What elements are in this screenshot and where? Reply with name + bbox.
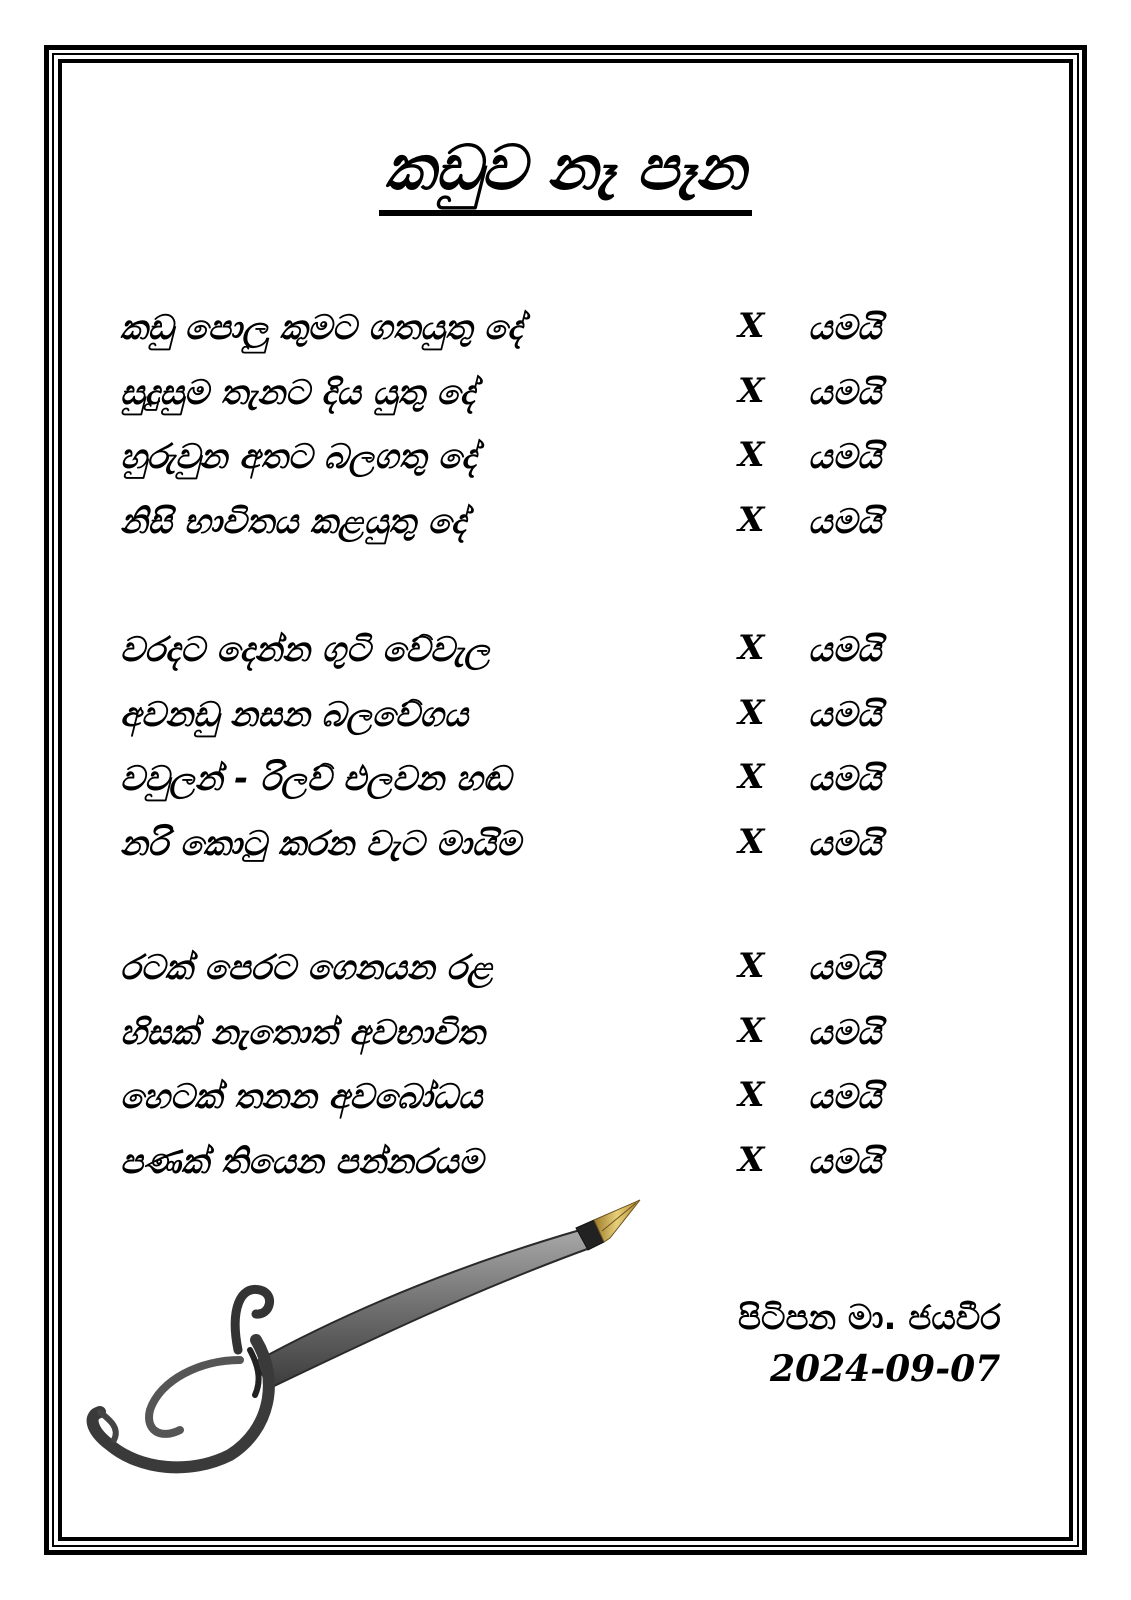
cross-mark: X xyxy=(738,1075,765,1115)
cross-mark: X xyxy=(738,1139,765,1180)
cross-mark: X xyxy=(738,821,765,862)
line-text: වවුලන් - රිලව් එලවන හඬ xyxy=(120,759,511,799)
poem-line xyxy=(120,365,920,430)
sword-pen-icon xyxy=(80,1190,660,1490)
author-name: පිටිපන මා. ජයවීර xyxy=(738,1298,1001,1338)
line-text: පණක් තියෙන පන්නරයම xyxy=(120,1141,483,1182)
stanza-2 xyxy=(120,622,920,880)
line-answer: යමයි xyxy=(808,694,882,735)
poem-line xyxy=(120,300,920,365)
line-answer: යමයි xyxy=(808,948,882,988)
cross-mark: X xyxy=(738,628,765,668)
line-text: අවනඩු නසන බලවේගය xyxy=(120,694,469,735)
poem-line xyxy=(120,494,920,559)
date: 2024-09-07 xyxy=(770,1348,1001,1390)
line-text: හුරුවුන අතට බලගතු දේ xyxy=(120,437,477,477)
line-text: නිසි භාවිතය කළයුතු දේ xyxy=(120,501,466,542)
cross-mark: X xyxy=(738,757,765,797)
poem-line xyxy=(120,622,920,687)
poem-line xyxy=(120,751,920,816)
cross-mark: X xyxy=(738,946,765,986)
cross-mark: X xyxy=(738,1010,765,1051)
line-answer: යමයි xyxy=(808,1077,882,1117)
cross-mark: X xyxy=(738,435,765,475)
line-text: හෙටක් තනන අවබෝධය xyxy=(120,1077,483,1117)
line-answer: යමයි xyxy=(808,630,882,670)
poem-line xyxy=(120,429,920,494)
line-text: කඩු පොලු කුමට ගතයුතු දේ xyxy=(120,308,523,348)
page-title xyxy=(0,128,1131,216)
line-answer: යමයි xyxy=(808,372,882,413)
cross-mark: X xyxy=(738,499,765,540)
cross-mark: X xyxy=(738,306,765,346)
poem-line xyxy=(120,1005,920,1070)
line-text: හිසක් නැතොත් අවභාවිත xyxy=(120,1012,485,1053)
poem-line xyxy=(120,816,920,881)
line-text: වරදට දෙන්න ගුටි වේවැල xyxy=(120,630,490,670)
page-title-text: කඩුව නෑ පෑන xyxy=(379,128,752,216)
line-answer: යමයි xyxy=(808,759,882,799)
poem-line xyxy=(120,940,920,1005)
line-answer: යමයි xyxy=(808,1141,882,1182)
line-text: නරි කොටු කරන වැට මායිම xyxy=(120,823,521,864)
cross-mark: X xyxy=(738,692,765,733)
poem-line xyxy=(120,1134,920,1199)
poem-line xyxy=(120,1069,920,1134)
line-answer: යමයි xyxy=(808,1012,882,1053)
line-text: සුදුසුම තැනට දිය යුතු දේ xyxy=(120,372,475,413)
stanza-1 xyxy=(120,300,920,558)
line-answer: යමයි xyxy=(808,437,882,477)
stanza-3 xyxy=(120,940,920,1198)
line-answer: යමයි xyxy=(808,308,882,348)
line-text: රටක් පෙරට ගෙනයන රළ xyxy=(120,948,493,988)
line-answer: යමයි xyxy=(808,823,882,864)
line-answer: යමයි xyxy=(808,501,882,542)
poem-line xyxy=(120,687,920,752)
cross-mark: X xyxy=(738,370,765,411)
